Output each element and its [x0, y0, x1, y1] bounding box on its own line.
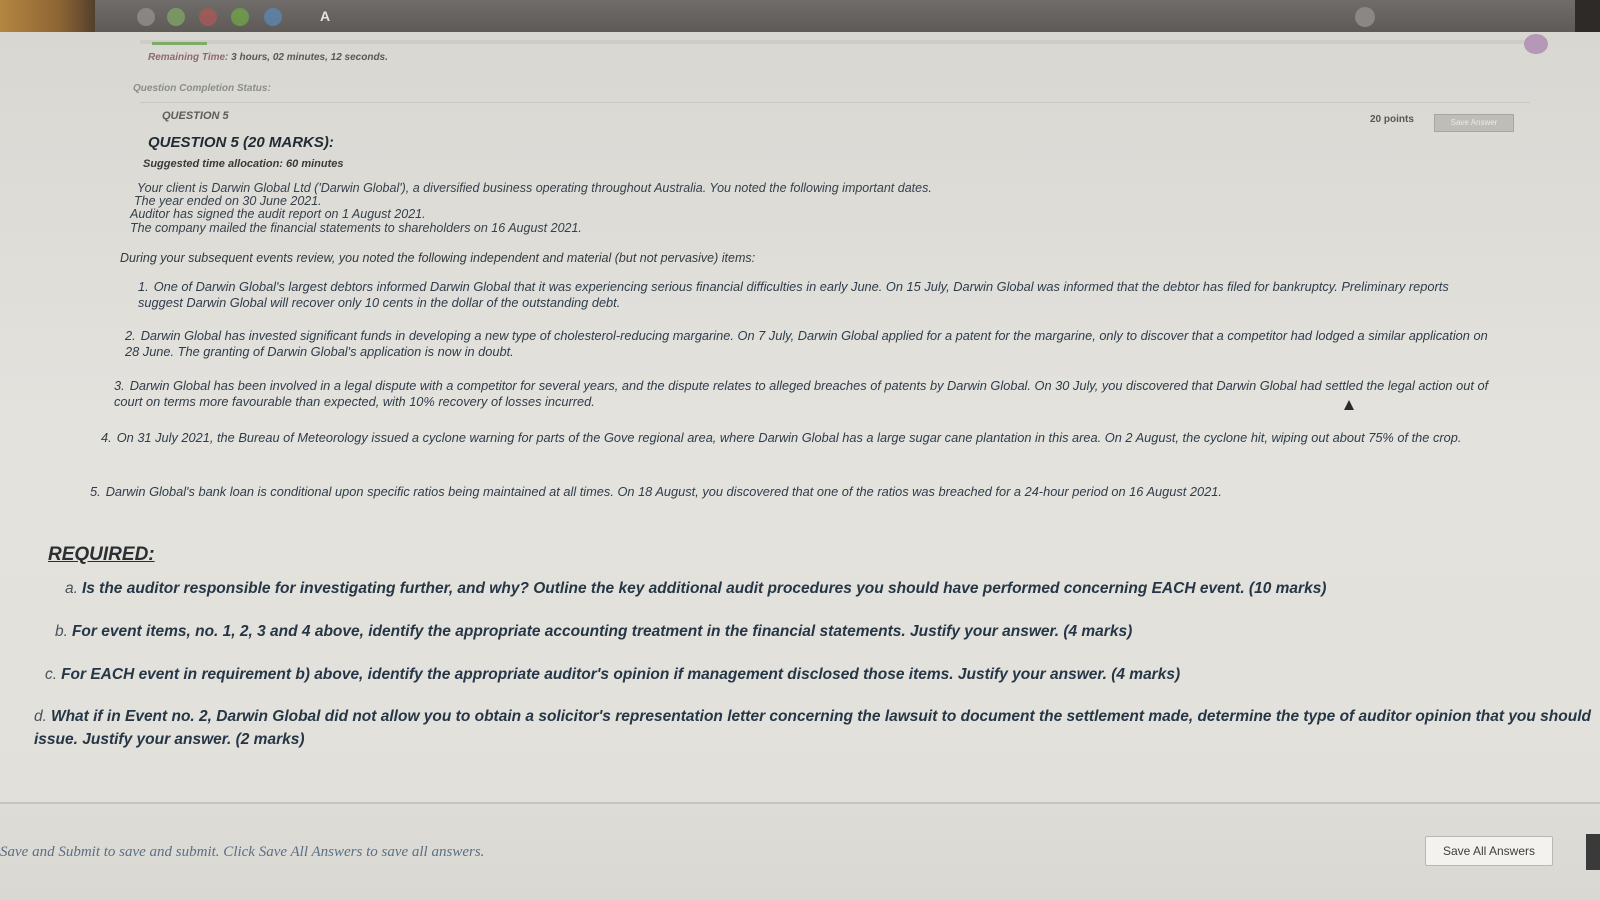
help-icon[interactable]: [1524, 34, 1548, 54]
event-number: 5.: [90, 484, 101, 499]
question-title: QUESTION 5 (20 MARKS):: [148, 134, 334, 151]
save-all-answers-button[interactable]: Save All Answers: [1425, 836, 1553, 866]
mouse-cursor-icon: [1344, 400, 1354, 410]
back-icon[interactable]: [137, 8, 155, 26]
required-heading: REQUIRED:: [48, 544, 155, 565]
event-item-4: [101, 430, 1561, 446]
forward-icon[interactable]: [167, 8, 185, 26]
requirement-text: For event items, no. 1, 2, 3 and 4 above, identify the appropriate accounting treatment in the financial statements. Justify your answer. (4 marks): [71, 623, 1133, 640]
requirement-text: Is the auditor responsible for investigating further, and why? Outline the key additional audit procedures you should have performed concerning EACH event. (10 marks): [81, 580, 1327, 597]
requirement-text: What if in Event no. 2, Darwin Global did not allow you to obtain a solicitor's representation letter concerning the lawsuit to document the settlement made, determine the type of auditor opinion that you should issue. Justify your answer. (2 marks): [34, 708, 1591, 748]
event-text: Darwin Global has been involved in a legal dispute with a competitor for several years, and the dispute relates to alleged breaches of patents by Darwin Global. On 30 July, you discovered that Darwin Global had settled the legal action out of court on terms more favourable than expected, with 10% recovery of losses incurred.: [114, 378, 1489, 409]
submit-instructions: Save and Submit to save and submit. Click Save All Answers to save all answers.: [0, 844, 485, 860]
requirement-letter: b.: [55, 623, 68, 640]
requirement-letter: a.: [65, 580, 78, 597]
events-intro: During your subsequent events review, you noted the following independent and material (but not pervasive) items:: [120, 251, 756, 265]
event-text: Darwin Global's bank loan is conditional upon specific ratios being maintained at all times. On 18 August, you discovered that one of the ratios was breached for a 24-hour period on 16 August 2021.: [105, 484, 1222, 499]
panel-divider: [140, 102, 1530, 103]
event-text: On 31 July 2021, the Bureau of Meteorology issued a cyclone warning for parts of the Gove regional area, where Darwin Global has a large sugar cane plantation in this area. On 2 August, the cyclone hit, wiping out about 75% of the crop.: [116, 430, 1462, 445]
save-answer-button[interactable]: Save Answer: [1434, 114, 1514, 132]
browser-toolbar: [95, 0, 1575, 33]
progress-strip: [140, 40, 1530, 44]
remaining-time-value: 3 hours, 02 minutes, 12 seconds.: [231, 52, 388, 63]
event-text: Darwin Global has invested significant funds in developing a new type of cholesterol-reducing margarine. On 7 July, Darwin Global applied for a patent for the margarine, only to discover that a competitor had lodged a similar application on 28 June. The granting of Darwin Global's application is now in doubt.: [125, 328, 1488, 359]
event-item-2: [125, 328, 1500, 360]
event-number: 3.: [114, 378, 125, 393]
time-allocation: Suggested time allocation: 60 minutes: [143, 158, 344, 170]
requirement-text: For EACH event in requirement b) above, identify the appropriate auditor's opinion if management disclosed those items. Justify your answer. (4 marks): [61, 666, 1181, 683]
requirement-letter: d.: [34, 708, 47, 725]
event-number: 1.: [138, 279, 149, 294]
event-item-3: [114, 378, 1494, 410]
event-text: One of Darwin Global's largest debtors informed Darwin Global that it was experiencing serious financial difficulties in early June. On 15 July, Darwin Global was informed that the debtor has filed for bankruptcy. Preliminary reports suggest Darwin Global will recover only 10 cents in the dollar of the outstanding debt.: [138, 279, 1449, 310]
submit-bar: [0, 804, 1600, 900]
intro-line: Your client is Darwin Global Ltd ('Darwin Global'), a diversified business operating throughout Australia. You noted the following important dates.: [137, 181, 932, 195]
requirement-c: [45, 663, 1565, 686]
remaining-time: [148, 52, 388, 63]
save-and-submit-button-edge[interactable]: [1586, 834, 1600, 870]
requirement-b: [55, 620, 1555, 643]
event-item-1: [138, 279, 1478, 311]
event-item-5: [90, 484, 1570, 500]
font-size-icon[interactable]: A: [319, 8, 331, 24]
requirement-d: [34, 705, 1594, 751]
remaining-time-label: Remaining Time:: [148, 52, 229, 63]
requirement-letter: c.: [45, 666, 58, 683]
collapse-toggle[interactable]: [152, 42, 207, 45]
question-label: QUESTION 5: [162, 110, 229, 122]
refresh-icon[interactable]: [231, 8, 249, 26]
event-number: 4.: [101, 430, 112, 445]
test-page: [0, 32, 1600, 900]
stop-icon[interactable]: [199, 8, 217, 26]
home-icon[interactable]: [264, 8, 282, 26]
requirement-a: [65, 577, 1565, 600]
points-label: 20 points: [1370, 114, 1414, 125]
question-completion-status[interactable]: Question Completion Status:: [133, 83, 271, 94]
intro-line: The company mailed the financial statements to shareholders on 16 August 2021.: [130, 221, 582, 235]
intro-line: The year ended on 30 June 2021.: [134, 194, 322, 208]
event-number: 2.: [125, 328, 136, 343]
user-icon[interactable]: [1355, 7, 1375, 27]
intro-line: Auditor has signed the audit report on 1 August 2021.: [130, 207, 426, 221]
